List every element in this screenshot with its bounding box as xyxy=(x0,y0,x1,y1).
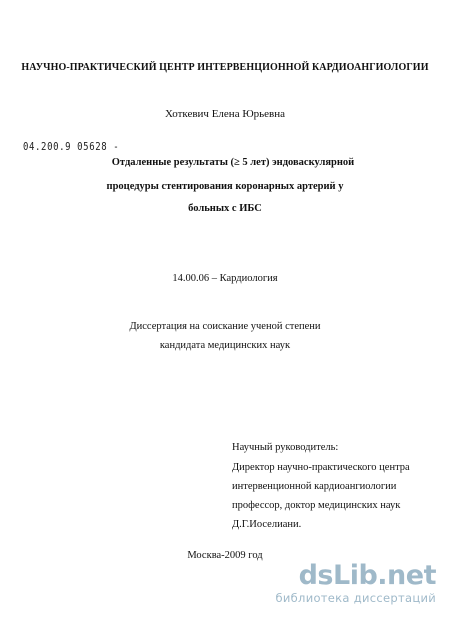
archive-stamp: 04.200.9 05628 - xyxy=(23,142,120,154)
dissertation-title-line-1: Отдаленные результаты (≥ 5 лет) эндоваскулярной xyxy=(111,157,355,168)
degree-line-1: Диссертация на соискание ученой степени xyxy=(129,321,321,332)
watermark-logo: dsLib.net xyxy=(298,560,436,591)
dslib-watermark xyxy=(256,562,436,606)
advisor-line-2: интервенционной кардиоангиологии xyxy=(232,481,397,492)
advisor-line-3: профессор, доктор медицинских наук xyxy=(232,500,401,511)
dissertation-title-line-2: процедуры стентирования коронарных артерий у xyxy=(106,181,344,192)
dissertation-title-line-3: больных с ИБС xyxy=(188,203,262,214)
advisor-line-1: Директор научно-практического центра xyxy=(232,462,410,473)
advisor-heading: Научный руководитель: xyxy=(232,442,339,453)
specialty-code: 14.00.06 – Кардиология xyxy=(172,273,278,284)
advisor-name: Д.Г.Иоселиани. xyxy=(232,519,302,530)
watermark-subtitle: библиотека диссертаций xyxy=(275,591,436,605)
institution-name: НАУЧНО-ПРАКТИЧЕСКИЙ ЦЕНТР ИНТЕРВЕНЦИОННОЙ КАРДИОАНГИОЛОГИИ xyxy=(21,62,429,73)
city-year: Москва-2009 год xyxy=(187,550,263,561)
author-name: Хоткевич Елена Юрьевна xyxy=(164,108,285,120)
degree-line-2: кандидата медицинских наук xyxy=(159,340,291,351)
